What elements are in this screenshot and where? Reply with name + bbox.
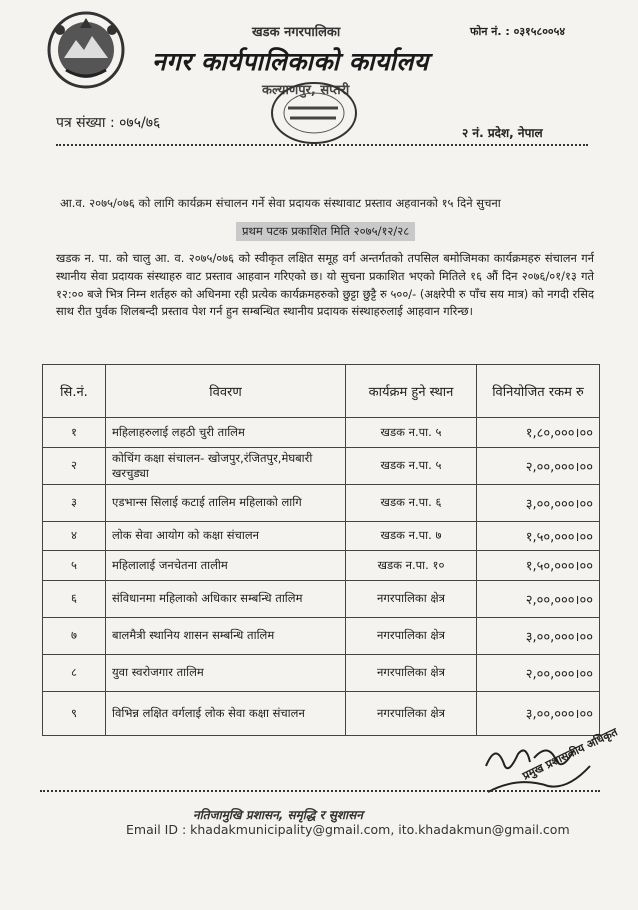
col-header-sn: सि.नं. [43, 365, 106, 418]
col-header-description: विवरण [106, 365, 346, 418]
row-amount: २,००,०००।०० [477, 580, 600, 617]
row-sn: ९ [43, 691, 106, 735]
row-amount: २,००,०००।०० [477, 447, 600, 484]
table-row [43, 418, 600, 448]
reference-number: पत्र संख्या : ०७५/७६ [56, 115, 161, 131]
row-sn: ७ [43, 617, 106, 654]
row-amount: १,८०,०००।०० [477, 418, 600, 448]
table-row [43, 551, 600, 581]
table-row [43, 447, 600, 484]
row-sn: २ [43, 447, 106, 484]
program-table [42, 364, 600, 736]
office-location: कल्याणपुर, सप्तरी [262, 83, 350, 98]
row-place: खडक न.पा. ६ [346, 484, 477, 521]
row-sn: ४ [43, 521, 106, 551]
footer-divider [40, 790, 600, 792]
phone-number: फोन नं. : ०३१५८००५४ [470, 25, 566, 38]
notice-title: आ.व. २०७५/०७६ को लागि कार्यक्रम संचालन गर्ने सेवा प्रदायक संस्थावाट प्रस्ताव अहवानको १५ दिने सुचना [60, 196, 501, 210]
row-description: बालमैत्री स्थानिय शासन सम्बन्धि तालिम [106, 617, 346, 654]
table-row [43, 654, 600, 691]
col-header-place: कार्यक्रम हुने स्थान [346, 365, 477, 418]
row-sn: ६ [43, 580, 106, 617]
col-header-amount: विनियोजित रकम रु [477, 365, 600, 418]
row-amount: १,५०,०००।०० [477, 551, 600, 581]
row-place: खडक न.पा. ५ [346, 418, 477, 448]
row-place: नगरपालिका क्षेत्र [346, 580, 477, 617]
municipality-name: खडक नगरपालिका [252, 25, 341, 40]
office-stamp-icon [268, 78, 360, 148]
footer-email: Email ID : khadakmunicipality@gmail.com, ito.khadakmun@gmail.com [126, 822, 570, 837]
province-name: २ नं. प्रदेश, नेपाल [462, 126, 543, 140]
row-amount: १,५०,०००।०० [477, 521, 600, 551]
row-description: महिलालाई जनचेतना तालीम [106, 551, 346, 581]
row-sn: ८ [43, 654, 106, 691]
row-description: महिलाहरुलाई लहठी चुरी तालिम [106, 418, 346, 448]
row-description: विभिन्न लक्षित वर्गलाई लोक सेवा कक्षा संचालन [106, 691, 346, 735]
row-amount: २,००,०००।०० [477, 654, 600, 691]
office-title: नगर कार्यपालिकाको कार्यालय [152, 47, 429, 76]
row-sn: १ [43, 418, 106, 448]
municipality-logo-icon [46, 10, 126, 90]
row-description: संविधानमा महिलाको अधिकार सम्बन्धि तालिम [106, 580, 346, 617]
row-place: नगरपालिका क्षेत्र [346, 654, 477, 691]
table-header-row [43, 365, 600, 418]
table-row [43, 580, 600, 617]
row-place: खडक न.पा. ७ [346, 521, 477, 551]
table-row [43, 691, 600, 735]
notice-body: खडक न. पा. को चालु आ. व. २०७५/०७६ को स्वीकृत लक्षित समूह वर्ग अन्तर्गतको तपसिल बमोजिमका कार्यक्रमहरु संचालन गर्न स्थानीय सेवा प्रदायक संस्थाहरु वाट प्रस्ताव आहवान गरिएको छ। यो सुचना प्रकाशित भएको मितिले १६ औं दिन २०७६/०१/१३ गते १२:०० बजे भित्र निम्न शर्तहरु को अधिनमा रही प्रत्येक कार्यक्रमहरुको छुट्टा छुट्टै रु ५००/- (अक्षरेपी रु पाँच सय मात्र) को नगदी रसिद साथ रीत पुर्वक शिलबन्दी प्रस्ताव पेश गर्न हुन सम्बन्धित स्थानीय प्रदायक संस्थाहरुलाई आहवान गरिन्छ। [56, 251, 594, 319]
row-amount: ३,००,०००।०० [477, 617, 600, 654]
row-description: कोचिंग कक्षा संचालन- खोजपुर,रंजितपुर,मेघबारी खरचुड्या [106, 447, 346, 484]
row-sn: ३ [43, 484, 106, 521]
row-sn: ५ [43, 551, 106, 581]
footer-motto: नतिजामुखि प्रशासन, समृद्धि र सुशासन [193, 808, 363, 822]
signatory-title: प्रमुख प्रशासकीय अधिकृत [520, 725, 620, 783]
row-description: युवा स्वरोजगार तालिम [106, 654, 346, 691]
row-place: नगरपालिका क्षेत्र [346, 617, 477, 654]
row-place: नगरपालिका क्षेत्र [346, 691, 477, 735]
table-row [43, 617, 600, 654]
table-row [43, 484, 600, 521]
row-place: खडक न.पा. १० [346, 551, 477, 581]
header-divider [56, 144, 588, 146]
row-description: लोक सेवा आयोग को कक्षा संचालन [106, 521, 346, 551]
row-description: एडभान्स सिलाई कटाई तालिम महिलाको लागि [106, 484, 346, 521]
publish-date: प्रथम पटक प्रकाशित मिति २०७५/१२/२८ [236, 222, 415, 241]
row-amount: ३,००,०००।०० [477, 484, 600, 521]
row-place: खडक न.पा. ५ [346, 447, 477, 484]
table-row [43, 521, 600, 551]
row-amount: ३,००,०००।०० [477, 691, 600, 735]
